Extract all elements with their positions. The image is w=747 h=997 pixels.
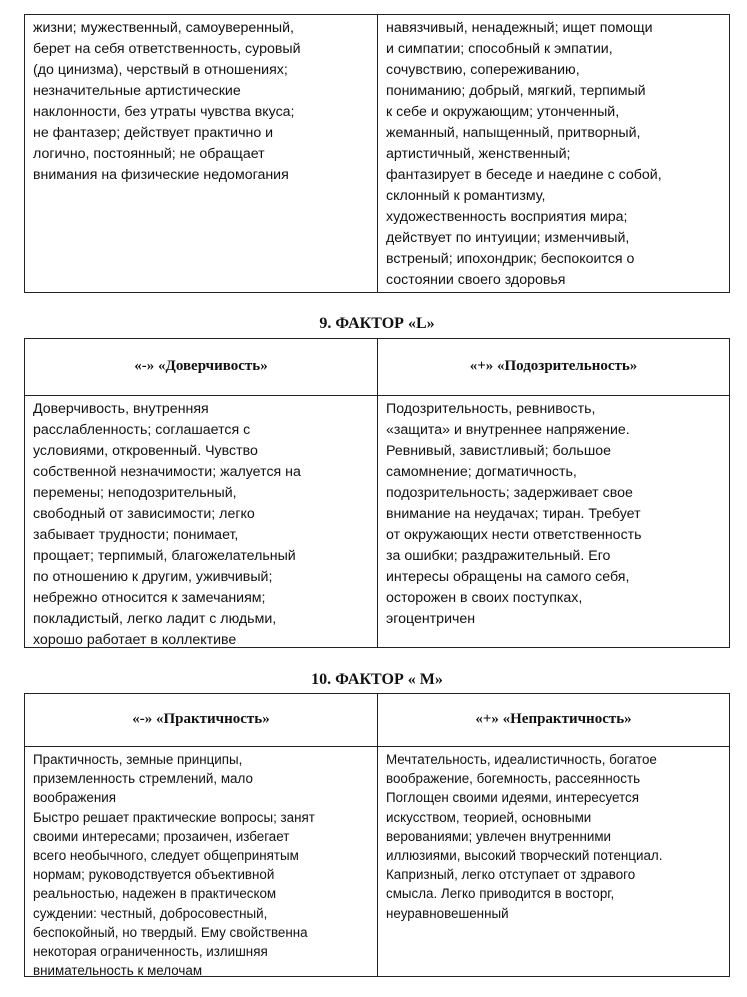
factor-m-minus-header: «-» «Практичность» [132, 711, 270, 727]
factor-l-plus-cell [377, 396, 729, 647]
factor-k-plus-text: навязчивый, ненадежный; ищет помощи и симпатии; способный к эмпатии, сочувствию, сопереживанию, пониманию; добрый, мягкий, терпимый к себе и окружающим; утонченный, жеманный, напыщенный, притворный, артистичный, женственный; фантазирует в беседе и наедине с собой, склонный к романтизму, художественность восприятия мира; действует по интуиции; изменчивый, встреный; ипохондрик; беспокоится о состоянии своего здоровья [386, 20, 662, 288]
factor-m-plus-header: «+» «Непрактичность» [377, 694, 729, 746]
factor-l-minus-header: «-» «Доверчивость» [134, 358, 268, 374]
factor-l-plus-header: «+» «Подозрительность» [377, 339, 729, 395]
factor-l-heading: 9. ФАКТОР «L» [319, 315, 435, 332]
factor-m-minus-cell [25, 747, 377, 979]
factor-l-minus-cell [25, 396, 377, 647]
factor-k-table [24, 14, 730, 293]
factor-m-table [24, 693, 730, 977]
factor-l-plus-text: Подозрительность, ревнивость, «защита» и внутреннее напряжение. Ревнивый, завистливый; большое самомнение; догматичность, подозрительность; задерживает свое внимание на неудачах; тиран. Требует от окружающих нести ответственность за ошибки; раздражительный. Его интересы обращены на самого себя, осторожен в своих поступках, эгоцентричен [386, 401, 642, 627]
factor-l-table [24, 338, 730, 648]
factor-k-minus-cell [25, 15, 377, 292]
factor-m-plus-cell [377, 747, 729, 976]
factor-m-minus-text: Практичность, земные принципы, приземленность стремлений, мало воображения Быстро решает практические вопросы; занят своими интересами; прозаичен, избегает всего необычного, следует общепринятым нормам; руководствуется объективной реальностью, надежен в практическом суждении: честный, добросовестный, беспокойный, но твердый. Ему свойственна некоторая ограниченность, излишняя внимательность к мелочам [33, 752, 315, 979]
factor-m-body-row [25, 746, 729, 979]
factor-k-minus-text: жизни; мужественный, самоуверенный, берет на себя ответственность, суровый (до цинизма), черствый в отношениях; незначительные артистические наклонности, без утраты чувства вкуса; не фантазер; действует практично и логично, постоянный; не обращает внимания на физические недомогания [33, 20, 301, 183]
factor-l-minus-text: Доверчивость, внутренняя расслабленность; соглашается с условиями, откровенный. Чувство собственной незначимости; жалуется на перемены; неподозрительный, свободный от зависимости; легко забывает трудности; понимает, прощает; терпимый, благожелательный по отношению к другим, уживчивый; небрежно относится к замечаниям; покладистый, легко ладит с людьми, хорошо работает в коллективе [33, 401, 301, 648]
factor-l-body-row [25, 395, 729, 647]
factor-m-plus-text: Мечтательность, идеалистичность, богатое воображение, богемность, рассеянность Поглощен своими идеями, интересуется искусством, теорией, основными верованиями; увлечен внутренними иллюзиями, высокий творческий потенциал. Капризный, легко отступает от здравого смысла. Легко приводится в восторг, неуравновешенный [386, 752, 663, 921]
factor-m-heading: 10. ФАКТОР « М» [311, 671, 443, 688]
factor-m-header-row [25, 694, 729, 746]
factor-l-header-row [25, 339, 729, 395]
factor-k-plus-cell [377, 15, 729, 292]
